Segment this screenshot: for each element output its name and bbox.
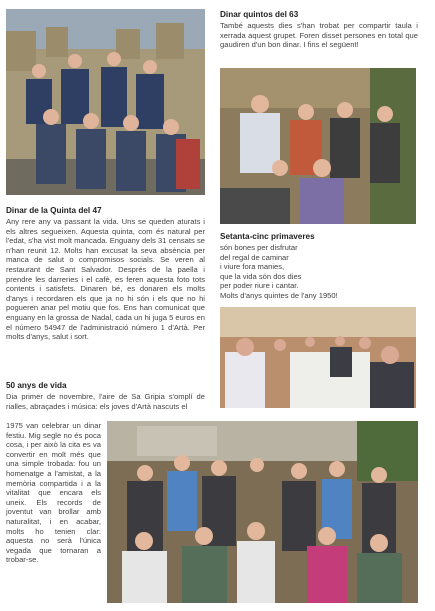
heading-setanta-cinc: Setanta-cinc primaveres xyxy=(220,232,315,241)
photo-quintos-63 xyxy=(220,68,416,224)
text-50-anys-body: 1975 van celebrar un dinar festiu. Mig segle no és poca cosa, i per això la cita es va convertir en molt més que una simple trobada: fou un homenatge a l'amistat, a la memòria compartida i a la vitalitat que encara els uneix. Els records de joventut van brollar amb naturalitat, i en acabar, molts ho tenien clar: aquesta no serà l'única vegada que tornaran a trobar-se. xyxy=(6,421,101,565)
poem-line: per poder riure i cantar. xyxy=(220,281,299,291)
heading-50-anys: 50 anys de vida xyxy=(6,381,67,390)
photo-50-anys xyxy=(107,421,418,603)
poem-line: Molts d'anys quintes de l'any 1950! xyxy=(220,290,338,300)
poem-setanta-cinc xyxy=(220,243,418,301)
text-quinta-47: Any rere any va passant la vida. Uns se queden aturats i els altres segueixen. Aquesta quinta, com és natural per l'edat, s'ha vist molt mancada. Enguany dels 31 censats se n'han reunit 12. Molts han excusat la seva absència per manca de salut o compromisos socials. Se veren al restaurant de Sant Salvador. Després de la paella i prendre les darreries i el cafè, es feren aquesta foto tots contents i satisfets. Dinaren bé, es donaren els molts d'anys i recordaren els que ja no hi són i els que no hi pogueren anar pel motiu que fos. Ens han comunicat que enguany en la grossa de Nadal, cada un hi juga 5 euros en el número 54947 de l'administració número 1 d'Artà. Per molts d'anys, salut i sort. xyxy=(6,217,205,342)
poem-line: del regal de caminar xyxy=(220,252,289,262)
poem-line: i viure fora manies, xyxy=(220,262,285,272)
text-quintos-63: També aquests dies s'han trobat per compartir taula i xerrada aquest grupet. Foren disset persones en total que gaudiren d'un bon dinar. I fins el següent! xyxy=(220,21,418,50)
photo-quinta-47 xyxy=(6,9,205,195)
photo-quintes-1950 xyxy=(220,307,416,408)
poem-line: són bones per disfrutar xyxy=(220,243,298,252)
poem-line: que la vida són dos dies xyxy=(220,271,302,281)
heading-quintos-63: Dinar quintos del 63 xyxy=(220,10,299,19)
text-50-anys-intro: Dia primer de novembre, l'aire de Sa Gripia s'omplí de rialles, abraçades i música: els joves d'Artà nascuts el xyxy=(6,392,205,411)
heading-quinta-47: Dinar de la Quinta del 47 xyxy=(6,206,102,215)
